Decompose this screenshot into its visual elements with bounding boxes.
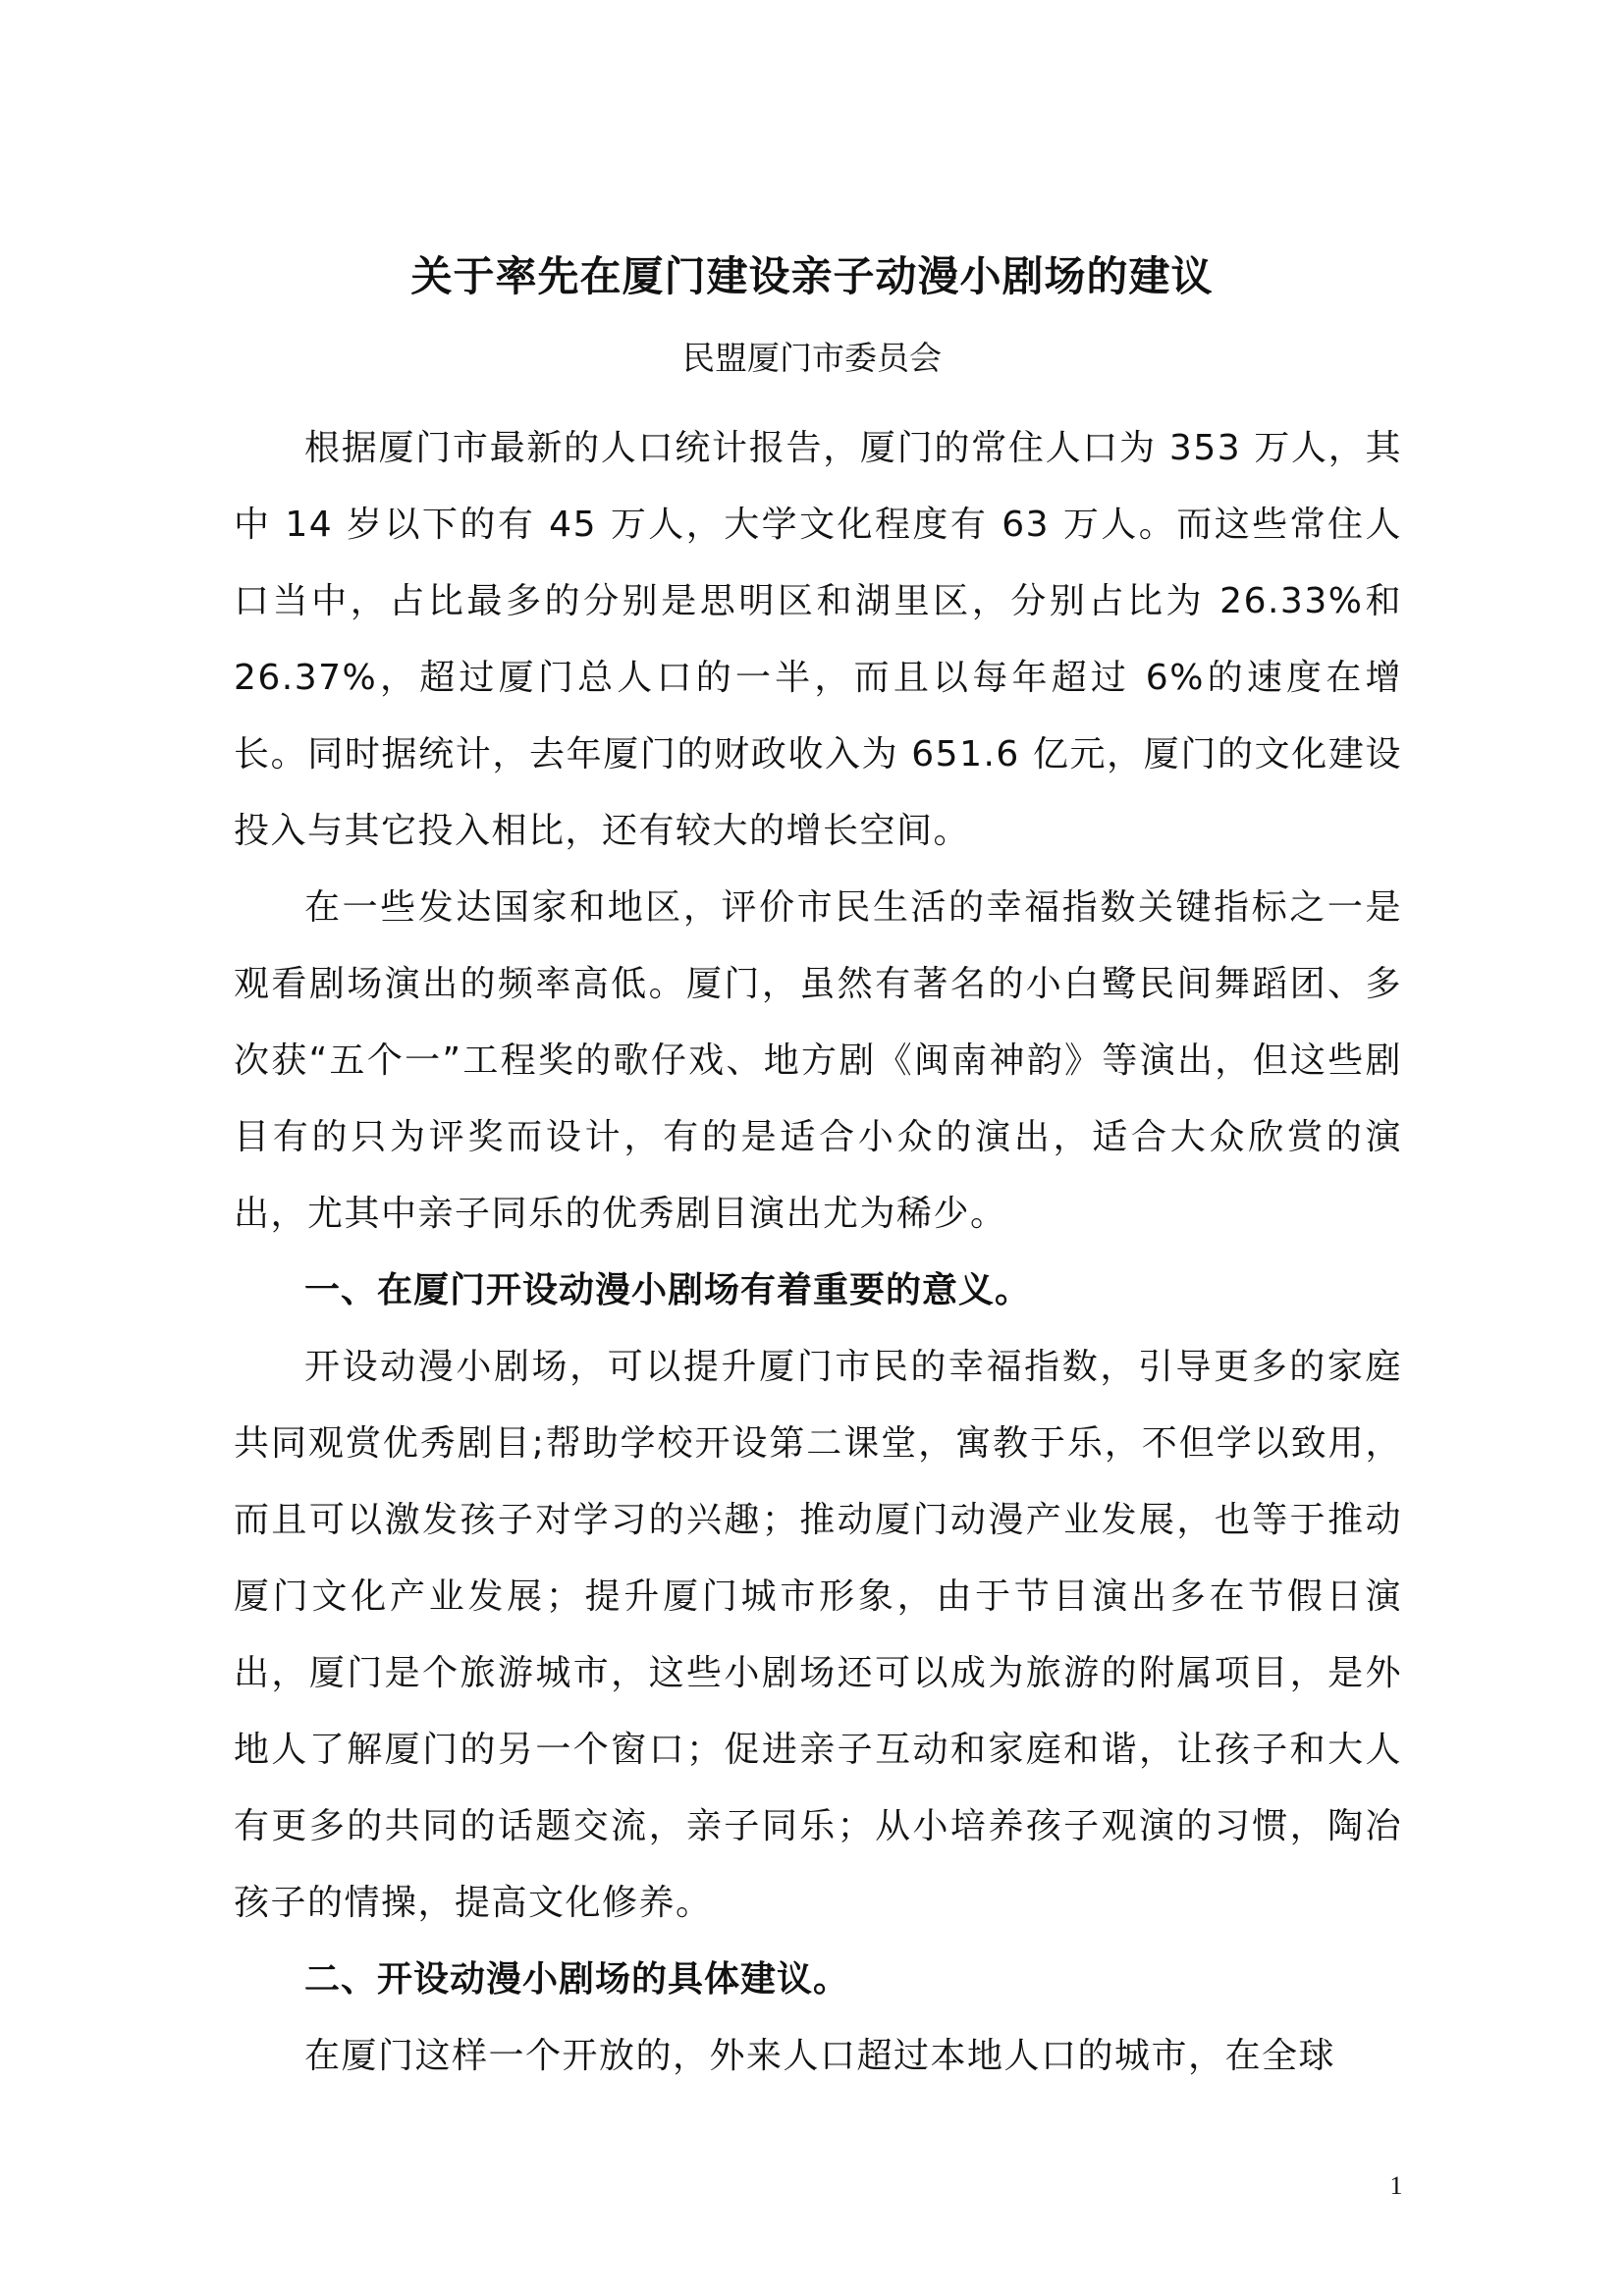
- document-body: [234, 410, 1402, 2095]
- document-title: 关于率先在厦门建设亲子动漫小剧场的建议: [410, 252, 1214, 300]
- paragraph-significance-details: 开设动漫小剧场，可以提升厦门市民的幸福指数，引导更多的家庭共同观赏优秀剧目;帮助学校开设第二课堂，寓教于乐，不但学以致用，而且可以激发孩子对学习的兴趣；推动厦门动漫产业发展，也等于推动厦门文化产业发展；提升厦门城市形象，由于节目演出多在节假日演出，厦门是个旅游城市，这些小剧场还可以成为旅游的附属项目，是外地人了解厦门的另一个窗口；促进亲子互动和家庭和谐，让孩子和大人有更多的共同的话题交流，亲子同乐；从小培养孩子观演的习惯，陶冶孩子的情操，提高文化修养。: [234, 1347, 1402, 1923]
- page-number: 1: [1389, 2171, 1403, 2200]
- paragraph-suggestions-start: 在厦门这样一个开放的，外来人口超过本地人口的城市，在全球: [304, 2036, 1336, 2076]
- paragraph-population-statistics: 根据厦门市最新的人口统计报告，厦门的常住人口为 353 万人，其中 14 岁以下的有 45 万人，大学文化程度有 63 万人。而这些常住人口当中，占比最多的分别是思明区和湖里区，分别占比为 26.33%和 26.37%，超过厦门总人口的一半，而且以每年超过 6%的速度在增长。同时据统计，去年厦门的财政收入为 651.6 亿元，厦门的文化建设投入与其它投入相比，还有较大的增长空间。: [234, 428, 1402, 851]
- section-heading-significance: 一、在厦门开设动漫小剧场有着重要的意义。: [304, 1270, 1032, 1310]
- section-heading-suggestions: 二、开设动漫小剧场的具体建议。: [304, 1959, 850, 2000]
- paragraph-theater-performances: 在一些发达国家和地区，评价市民生活的幸福指数关键指标之一是观看剧场演出的频率高低。厦门，虽然有著名的小白鹭民间舞蹈团、多次获“五个一”工程奖的歌仔戏、地方剧《闽南神韵》等演出，但这些剧目有的只为评奖而设计，有的是适合小众的演出，适合大众欣赏的演出，尤其中亲子同乐的优秀剧目演出尤为稀少。: [234, 887, 1402, 1234]
- document-author: 民盟厦门市委员会: [682, 339, 942, 377]
